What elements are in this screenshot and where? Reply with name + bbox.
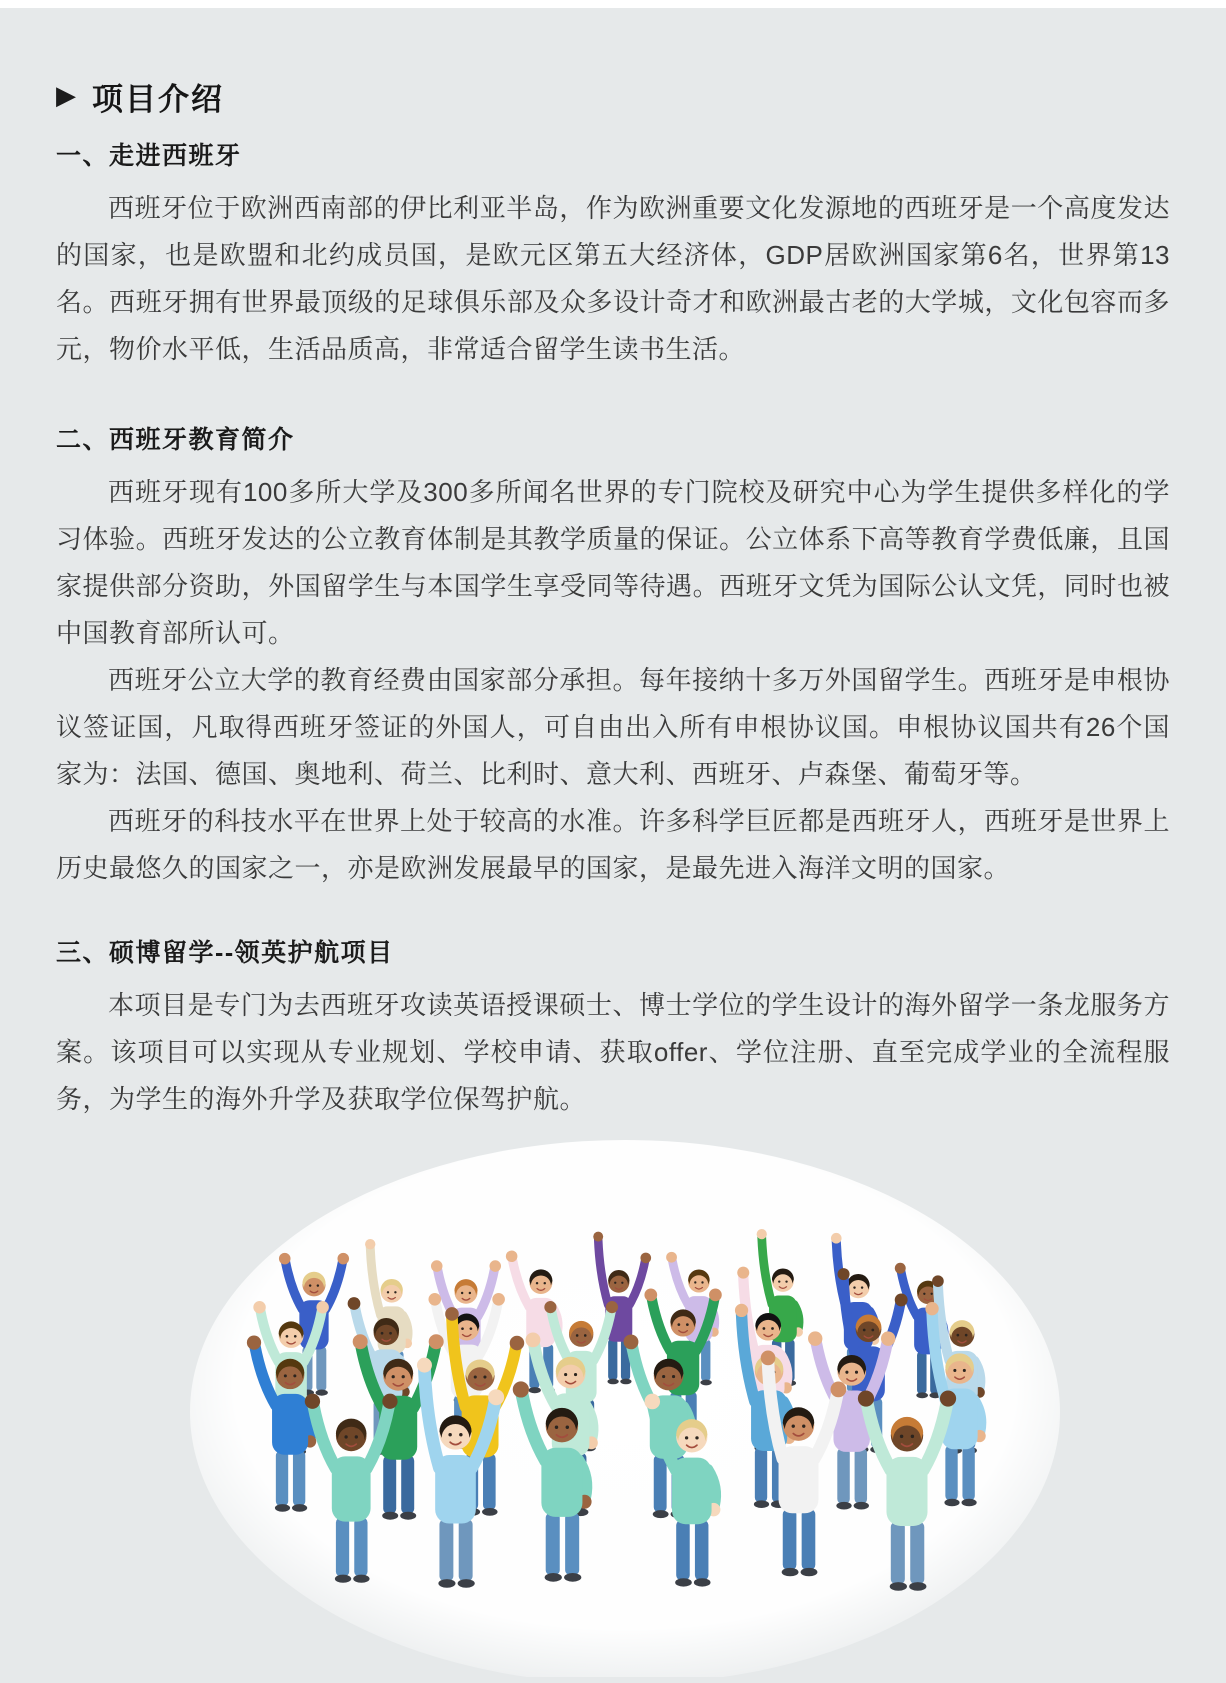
paragraph: 西班牙的科技水平在世界上处于较高的水准。许多科学巨匠都是西班牙人，西班牙是世界上历史最悠久的国家之一，亦是欧洲发展最早的国家，是最先进入海洋文明的国家。 xyxy=(56,806,1170,883)
triangle-bullet-icon: ▶ xyxy=(56,80,78,110)
section-heading-3: 三、硕博留学--领英护航项目 xyxy=(56,939,394,967)
page-title xyxy=(56,74,1170,119)
paragraph: 本项目是专门为去西班牙攻读英语授课硕士、博士学位的学生设计的海外留学一条龙服务方案。该项目可以实现从专业规划、学校申请、获取offer、学位注册、直至完成学业的全流程服务，为学生的海外升学及获取学位保驾护航。 xyxy=(56,990,1170,1114)
section-heading-1: 一、走进西班牙 xyxy=(56,142,242,170)
section-heading-2: 二、西班牙教育简介 xyxy=(56,426,295,454)
paragraph: 西班牙现有100多所大学及300多所闻名世界的专门院校及研究中心为学生提供多样化的学习体验。西班牙发达的公立教育体制是其教学质量的保证。公立体系下高等教育学费低廉，且国家提供部分资助，外国留学生与本国学生享受同等待遇。西班牙文凭为国际公认文凭，同时也被中国教育部所认可。 xyxy=(56,477,1170,648)
page-title-text: 项目介绍 xyxy=(92,82,224,117)
section-body-2 xyxy=(56,469,1170,892)
crowd-photo xyxy=(80,1137,1170,1677)
document-page xyxy=(0,8,1226,1683)
cheering-crowd-illustration xyxy=(190,1137,1060,1677)
paragraph: 西班牙公立大学的教育经费由国家部分承担。每年接纳十多万外国留学生。西班牙是申根协议签证国，凡取得西班牙签证的外国人，可自由出入所有申根协议国。申根协议国共有26个国家为：法国、德国、奥地利、荷兰、比利时、意大利、西班牙、卢森堡、葡萄牙等。 xyxy=(56,665,1170,789)
paragraph: 西班牙位于欧洲西南部的伊比利亚半岛，作为欧洲重要文化发源地的西班牙是一个高度发达的国家，也是欧盟和北约成员国，是欧元区第五大经济体，GDP居欧洲国家第6名，世界第13名。西班牙拥有世界最顶级的足球俱乐部及众多设计奇才和欧洲最古老的大学城，文化包容而多元，物价水平低，生活品质高，非常适合留学生读书生活。 xyxy=(56,193,1170,364)
section-body-1 xyxy=(56,185,1170,373)
section-body-3 xyxy=(56,982,1170,1123)
